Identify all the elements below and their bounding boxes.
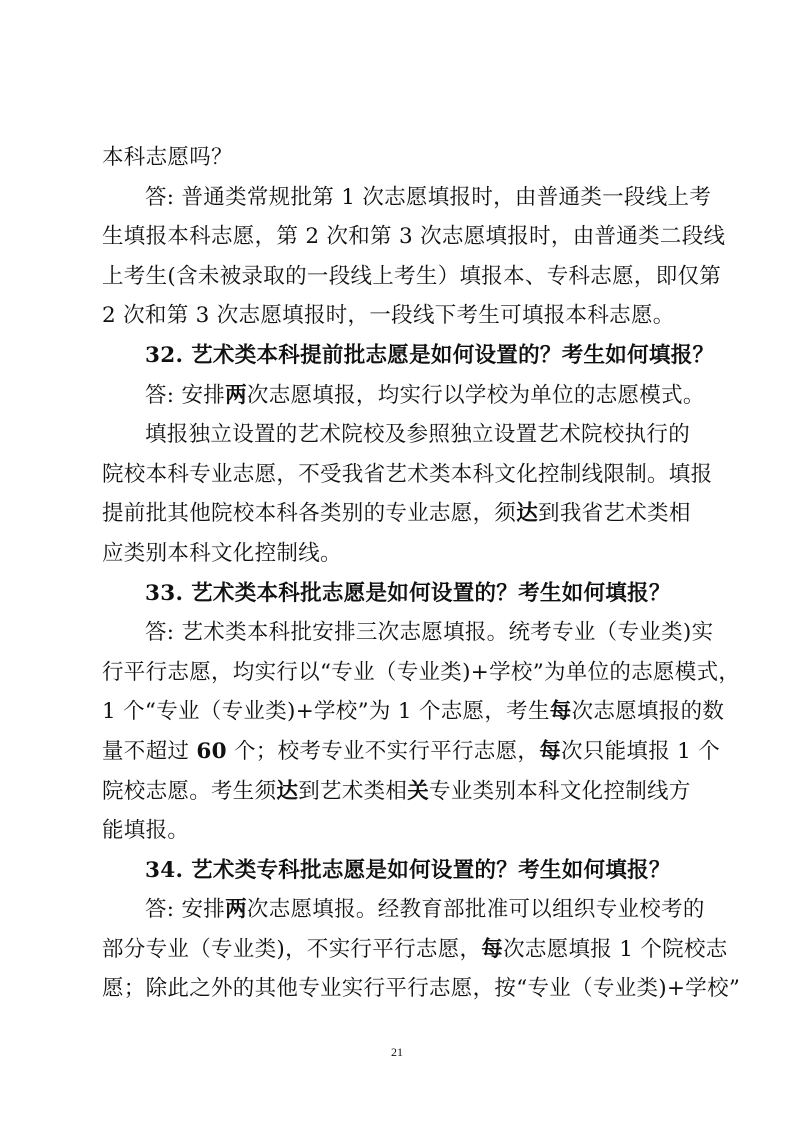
text-line bbox=[102, 890, 705, 930]
text-line bbox=[102, 930, 728, 970]
text-line: 应类别本科文化控制线。 bbox=[102, 540, 342, 566]
text-segment: 次志愿填报 1 个院校志 bbox=[503, 936, 728, 962]
text-segment: 到我省艺术类相 bbox=[538, 501, 691, 527]
text-segment: 部分专业（专业类)，不实行平行志愿， bbox=[102, 936, 482, 962]
bold-text: 每 bbox=[549, 699, 572, 725]
bold-text: 两 bbox=[225, 897, 247, 923]
bold-text: 达 bbox=[276, 778, 299, 804]
document-body bbox=[102, 138, 741, 1009]
question-heading-32: 32. 艺术类本科提前批志愿是如何设置的？考生如何填报？ bbox=[145, 342, 715, 368]
text-segment: 次志愿填报，均实行以学校为单位的志愿模式。 bbox=[246, 382, 705, 408]
text-line bbox=[102, 692, 725, 732]
text-line: 生填报本科志愿，第 2 次和第 3 次志愿填报时，由普通类二段线 bbox=[102, 224, 726, 250]
text-segment: 答: 安排 bbox=[145, 897, 226, 923]
text-segment: 次志愿填报的数 bbox=[571, 699, 725, 725]
text-segment: 专业类别本科文化控制线方 bbox=[429, 778, 691, 804]
bold-text: 60 bbox=[196, 738, 227, 764]
text-line: 2 次和第 3 次志愿填报时，一段线下考生可填报本科志愿。 bbox=[102, 303, 675, 329]
text-segment: 个；校考专业不实行平行志愿， bbox=[226, 738, 540, 764]
text-line: 本科志愿吗？ bbox=[102, 145, 233, 170]
text-segment: 量不超过 bbox=[102, 738, 197, 764]
text-segment: 到艺术类相 bbox=[298, 778, 408, 804]
text-line bbox=[102, 732, 721, 772]
text-line: 行平行志愿，均实行以“专业（专业类)+学校”为单位的志愿模式， bbox=[102, 659, 741, 685]
question-heading-33: 33. 艺术类本科批志愿是如何设置的？考生如何填报？ bbox=[145, 580, 671, 606]
text-line: 能填报。 bbox=[102, 818, 190, 844]
text-segment: 院校志愿。考生须 bbox=[102, 778, 277, 804]
text-line bbox=[102, 376, 705, 416]
text-line: 上考生(含未被录取的一段线上考生）填报本、专科志愿，即仅第 bbox=[102, 263, 722, 289]
text-line: 愿；除此之外的其他专业实行平行志愿，按“专业（专业类)+学校” bbox=[102, 976, 741, 1002]
question-heading-34: 34. 艺术类专科批志愿是如何设置的？考生如何填报？ bbox=[145, 857, 671, 883]
bold-text: 两 bbox=[225, 382, 247, 408]
page-number: 21 bbox=[391, 1045, 403, 1059]
bold-text: 关 bbox=[407, 778, 430, 804]
text-line: 答: 艺术类本科批安排三次志愿填报。统考专业（专业类)实 bbox=[145, 620, 714, 646]
text-segment: 次志愿填报。经教育部批准可以组织专业校考的 bbox=[246, 897, 705, 923]
text-segment: 提前批其他院校本科各类别的专业志愿，须 bbox=[102, 501, 517, 527]
text-line: 院校本科专业志愿，不受我省艺术类本科文化控制线限制。填报 bbox=[102, 461, 713, 487]
text-line: 填报独立设置的艺术院校及参照独立设置艺术院校执行的 bbox=[145, 422, 691, 448]
bold-text: 每 bbox=[481, 936, 504, 962]
text-line bbox=[102, 494, 694, 534]
bold-text: 每 bbox=[539, 738, 562, 764]
text-segment: 次只能填报 1 个 bbox=[561, 738, 721, 764]
bold-text: 达 bbox=[516, 501, 539, 527]
text-line: 答: 普通类常规批第 1 次志愿填报时，由普通类一段线上考 bbox=[145, 184, 712, 210]
text-line bbox=[102, 772, 694, 812]
text-segment: 1 个“专业（专业类)+学校”为 1 个志愿，考生 bbox=[102, 699, 550, 725]
text-segment: 答: 安排 bbox=[145, 382, 226, 408]
